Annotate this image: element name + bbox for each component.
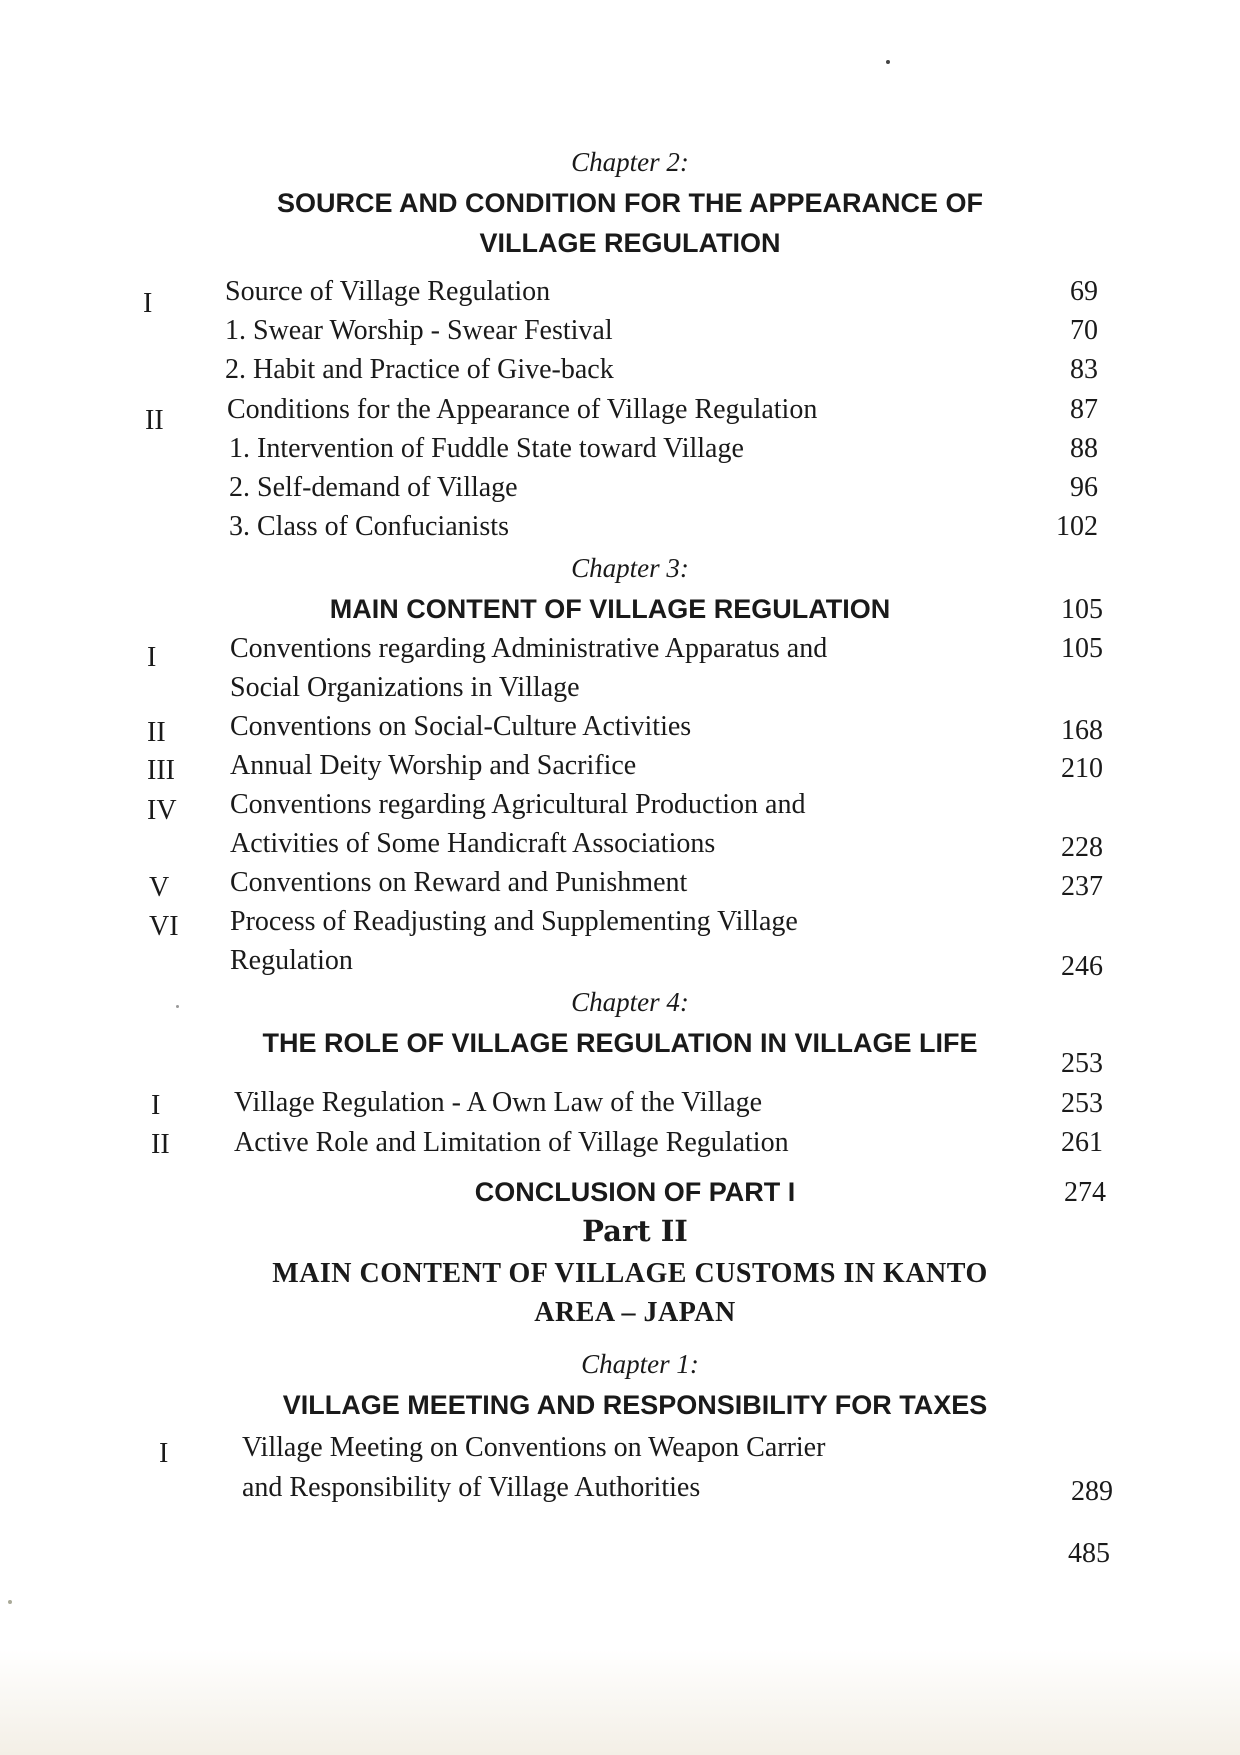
page-ref: 228 [1061, 832, 1103, 863]
page-ref: 87 [1070, 394, 1098, 425]
page-ref: 70 [1070, 315, 1098, 346]
part-2-label: Part II [582, 1214, 688, 1248]
part-2-chapter-1-label: Chapter 1: [581, 1349, 699, 1379]
toc-entry: Conditions for the Appearance of Village Regulation [227, 394, 818, 425]
page-ref: 69 [1070, 276, 1098, 307]
chapter-3-title: MAIN CONTENT OF VILLAGE REGULATION [329, 594, 891, 624]
toc-entry: Conventions regarding Administrative Apparatus and [230, 633, 828, 664]
toc-entry-continued: Social Organizations in Village [230, 672, 580, 703]
toc-entry: Village Regulation - A Own Law of the Village [234, 1087, 763, 1118]
roman-numeral: V [149, 872, 170, 903]
page-bottom-shade [0, 1650, 1240, 1755]
conclusion-title: CONCLUSION OF PART I [474, 1177, 796, 1207]
scan-speck [176, 1005, 179, 1008]
page-number: 485 [1068, 1538, 1110, 1569]
part-2-title-line2: AREA – JAPAN [534, 1297, 736, 1328]
roman-numeral: III [147, 755, 175, 786]
toc-entry-continued: and Responsibility of Village Authorities [242, 1472, 701, 1503]
page-ref: 289 [1071, 1476, 1113, 1507]
chapter-4-title: THE ROLE OF VILLAGE REGULATION IN VILLAGE LIFE [262, 1028, 978, 1058]
page-ref: 261 [1061, 1127, 1103, 1158]
page-ref: 253 [1061, 1048, 1103, 1079]
roman-numeral: IV [147, 795, 177, 826]
scan-speck [8, 1600, 12, 1604]
page-ref: 274 [1064, 1177, 1106, 1208]
part-2-chapter-1-title: VILLAGE MEETING AND RESPONSIBILITY FOR TAXES [282, 1390, 988, 1420]
toc-entry: Active Role and Limitation of Village Regulation [234, 1127, 789, 1158]
toc-entry: 2. Habit and Practice of Give-back [225, 354, 614, 385]
roman-numeral: VI [149, 911, 179, 942]
toc-entry: Source of Village Regulation [225, 276, 551, 307]
toc-entry: 3. Class of Confucianists [229, 511, 509, 542]
chapter-2-label: Chapter 2: [571, 147, 689, 177]
roman-numeral: II [151, 1129, 170, 1160]
toc-entry: Annual Deity Worship and Sacrifice [230, 750, 637, 781]
toc-entry: 1. Swear Worship - Swear Festival [225, 315, 613, 346]
toc-entry-continued: Activities of Some Handicraft Associations [230, 828, 716, 859]
toc-entry: Process of Readjusting and Supplementing Village [230, 906, 798, 937]
page-ref: 105 [1061, 633, 1103, 664]
toc-entry: Conventions on Social-Culture Activities [230, 711, 692, 742]
page-ref: 210 [1061, 753, 1103, 784]
chapter-4-label: Chapter 4: [571, 987, 689, 1017]
toc-entry: Conventions on Reward and Punishment [230, 867, 688, 898]
toc-entry: Village Meeting on Conventions on Weapon Carrier [242, 1432, 826, 1463]
page-ref: 83 [1070, 354, 1098, 385]
page-ref: 168 [1061, 715, 1103, 746]
page-ref: 88 [1070, 433, 1098, 464]
roman-numeral: I [147, 642, 157, 673]
page-ref: 253 [1061, 1088, 1103, 1119]
page-ref: 105 [1061, 594, 1103, 625]
toc-entry: 1. Intervention of Fuddle State toward Village [229, 433, 744, 464]
chapter-2-title-line2: VILLAGE REGULATION [479, 228, 781, 258]
scan-speck [886, 60, 890, 64]
page-ref: 246 [1061, 951, 1103, 982]
page-ref: 96 [1070, 472, 1098, 503]
roman-numeral: II [145, 405, 164, 436]
toc-entry: 2. Self-demand of Village [229, 472, 518, 503]
roman-numeral: I [143, 288, 153, 319]
toc-entry-continued: Regulation [230, 945, 353, 976]
roman-numeral: I [159, 1438, 169, 1469]
chapter-2-title-line1: SOURCE AND CONDITION FOR THE APPEARANCE OF [276, 188, 984, 218]
roman-numeral: I [151, 1090, 161, 1121]
roman-numeral: II [147, 717, 166, 748]
page-ref: 102 [1056, 511, 1098, 542]
toc-entry: Conventions regarding Agricultural Production and [230, 789, 806, 820]
chapter-3-label: Chapter 3: [571, 553, 689, 583]
page-ref: 237 [1061, 871, 1103, 902]
part-2-title-line1: MAIN CONTENT OF VILLAGE CUSTOMS IN KANTO [272, 1258, 988, 1289]
